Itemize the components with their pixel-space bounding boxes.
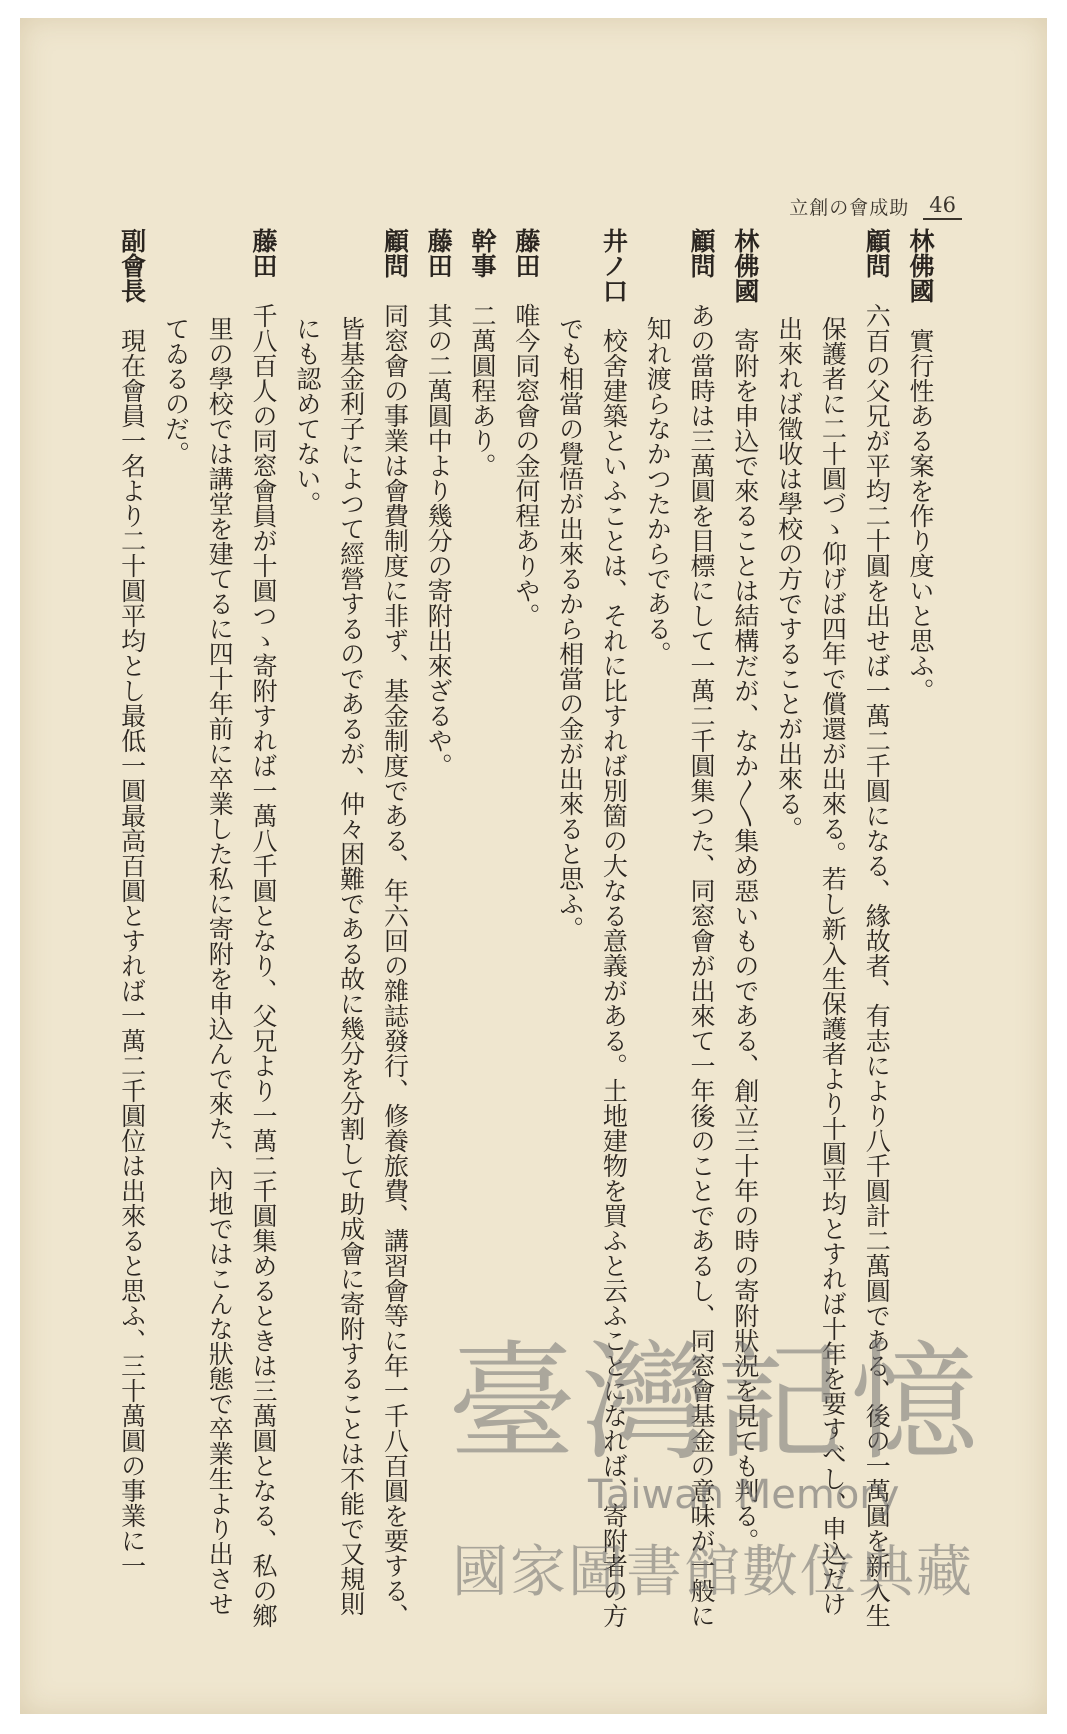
speaker-name: 林佛國 <box>730 228 760 303</box>
speech-text: 實行性ある案を作り度いと思ふ。 <box>906 328 935 703</box>
speech-text: 千八百人の同窓會員が十圓つゝ寄附すれば一萬八千圓となり、父兄より一萬二千圓集めるときは三萬圓となる、私の鄉里の學校では講堂を建てるに四十年前に卒業した私に寄附を申込んで來た、內地ではこんな狀態で卒業生より出させてゐるのだ。 <box>161 303 279 1628</box>
dialogue-paragraph <box>504 228 548 1628</box>
speaker-name: 顧問 <box>687 228 717 278</box>
speech-text: 同窓會の事業は會費制度に非ず、基金制度である、年六回の雜誌發行、修養旅費、講習會等に年一千八百圓を要する、皆基金利子によつて經營するのであるが、仲々困難である故に幾分を分割して助成會に寄附することは不能で又規則にも認めてない。 <box>292 303 410 1628</box>
speaker-name: 幹事 <box>468 228 498 278</box>
speaker-name: 藤田 <box>511 228 541 278</box>
speaker-name: 副會長 <box>117 228 147 303</box>
speaker-name: 藤田 <box>249 228 279 278</box>
dialogue-paragraph <box>635 228 723 1628</box>
dialogue-paragraph <box>154 228 285 1628</box>
dialogue-paragraph <box>723 228 767 1628</box>
running-title: 立創の會成助 <box>789 197 910 219</box>
speech-text: 校舍建築といふことは、それに比すれば別箇の大なる意義がある。土地建物を買ふと云ふことになれば、寄附者の方でも相當の覺悟が出來るから相當の金が出來ると思ふ。 <box>555 315 629 1628</box>
speaker-name: 藤田 <box>424 228 454 278</box>
speech-text: 寄附を申込で來ることは結構だが、なか〳〵集め惡いものである、創立三十年の時の寄附狀況を見ても判る。 <box>730 328 760 1553</box>
dialogue-paragraph <box>548 228 636 1628</box>
speech-text: 其の二萬圓中より幾分の寄附出來ざるや。 <box>424 303 454 778</box>
dialogue-paragraph <box>767 228 898 1628</box>
speaker-name: 顧問 <box>862 228 892 278</box>
watermark-latin-text: Taiwan Memory <box>588 1472 900 1518</box>
watermark-library-text: 國家圖書館數位典藏 <box>452 1540 974 1605</box>
watermark-logo-text: 臺灣記憶 <box>448 1329 985 1478</box>
speech-text: 六百の父兄が平均二十圓を出せば一萬二千圓になる、緣故者、有志により八千圓計二萬圓である、後の一萬圓を新入生保護者に二十圓づゝ仰げば四年で償還が出來る。若し新入生保護者より十圓平均とすれば十年を要すべし、申込だけ出來れば徵收は學校の方ですることが出來る。 <box>774 303 892 1628</box>
dialogue-paragraph <box>898 228 942 1628</box>
speaker-name: 顧問 <box>380 228 410 278</box>
dialogue-paragraph <box>460 228 504 1628</box>
dialogue-paragraph <box>110 228 154 1628</box>
dialogue-paragraph <box>285 228 416 1628</box>
speech-text: 唯今同窓會の金何程ありや。 <box>511 303 541 628</box>
page-header <box>762 190 962 220</box>
page-number: 46 <box>923 193 962 220</box>
speech-text: あの當時は三萬圓を目標にして一萬二千圓集つた、同窓會が出來て一年後のことであるし、同窓會基金の意味が一般に知れ渡らなかつたからである。 <box>643 303 717 1628</box>
speech-text: 二萬圓程あり。 <box>468 303 498 478</box>
dialogue-paragraph <box>416 228 460 1628</box>
speech-text: 現在會員一名より二十圓平均とし最低一圓最高百圓とすれば一萬二千圓位は出來ると思ふ、三十萬圓の事業に一 <box>117 328 147 1578</box>
vertical-text-body <box>82 228 942 1628</box>
speaker-name: 林佛國 <box>906 228 935 303</box>
speaker-name: 井ノ口 <box>599 228 629 303</box>
